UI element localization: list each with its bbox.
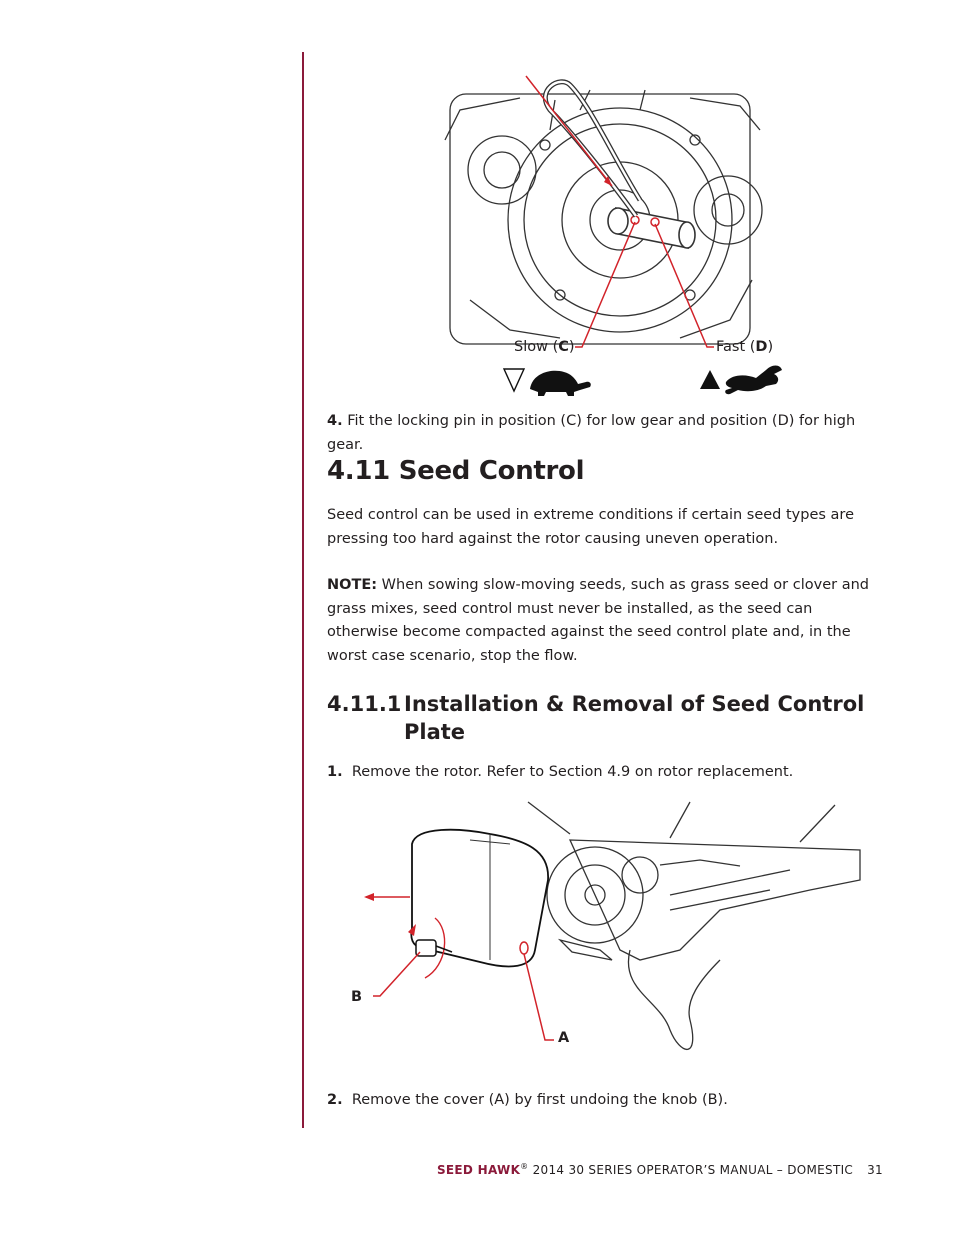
section-heading: 4.11 Seed Control (327, 456, 585, 486)
note-paragraph (327, 574, 883, 668)
callout-slow: Slow (C) (514, 339, 575, 355)
callout-fast: Fast (D) (716, 339, 774, 355)
subsection-number: 4.11.1 (327, 692, 402, 716)
seed-control-cover-illustration (340, 800, 880, 1065)
footer-registered-mark: ® (520, 1162, 529, 1171)
footer-brand: SEED HAWK (436, 1163, 521, 1177)
subsection-title-line2: Plate (404, 720, 466, 744)
step-text: Fit the locking pin in position (C) for low gear and position (D) for high gear. (327, 413, 856, 453)
step-text: Remove the rotor. Refer to Section 4.9 on rotor replacement. (351, 764, 794, 780)
callout-a: A (558, 1030, 570, 1046)
step-2 (327, 1089, 883, 1113)
subsection-heading (327, 690, 887, 746)
fast-rabbit-icon (696, 362, 788, 398)
footer-title: 2014 30 SERIES OPERATOR’S MANUAL – DOMESTIC (528, 1163, 854, 1177)
page-number: 31 (867, 1163, 883, 1177)
page-footer (437, 1162, 883, 1177)
note-label: NOTE: (327, 577, 378, 593)
step-4 (327, 410, 883, 457)
subsection-title-line1: Installation & Removal of Seed Control (404, 692, 865, 716)
callout-b: B (351, 989, 363, 1005)
step-text: Remove the cover (A) by first undoing the knob (B). (351, 1092, 728, 1108)
margin-rule (302, 52, 304, 1128)
step-number: 2. (327, 1092, 343, 1108)
slow-turtle-icon (502, 364, 594, 398)
step-1 (327, 761, 883, 785)
section-intro-paragraph: Seed control can be used in extreme conditions if certain seed types are pressing too hard against the rotor causing uneven operation. (327, 507, 854, 547)
step-number: 1. (327, 764, 343, 780)
note-text: When sowing slow-moving seeds, such as grass seed or clover and grass mixes, seed control must never be installed, as the seed can otherwise become compacted against the seed control plate and, in the worst case scenario, stop the flow. (327, 577, 869, 664)
step-number: 4. (327, 413, 343, 429)
